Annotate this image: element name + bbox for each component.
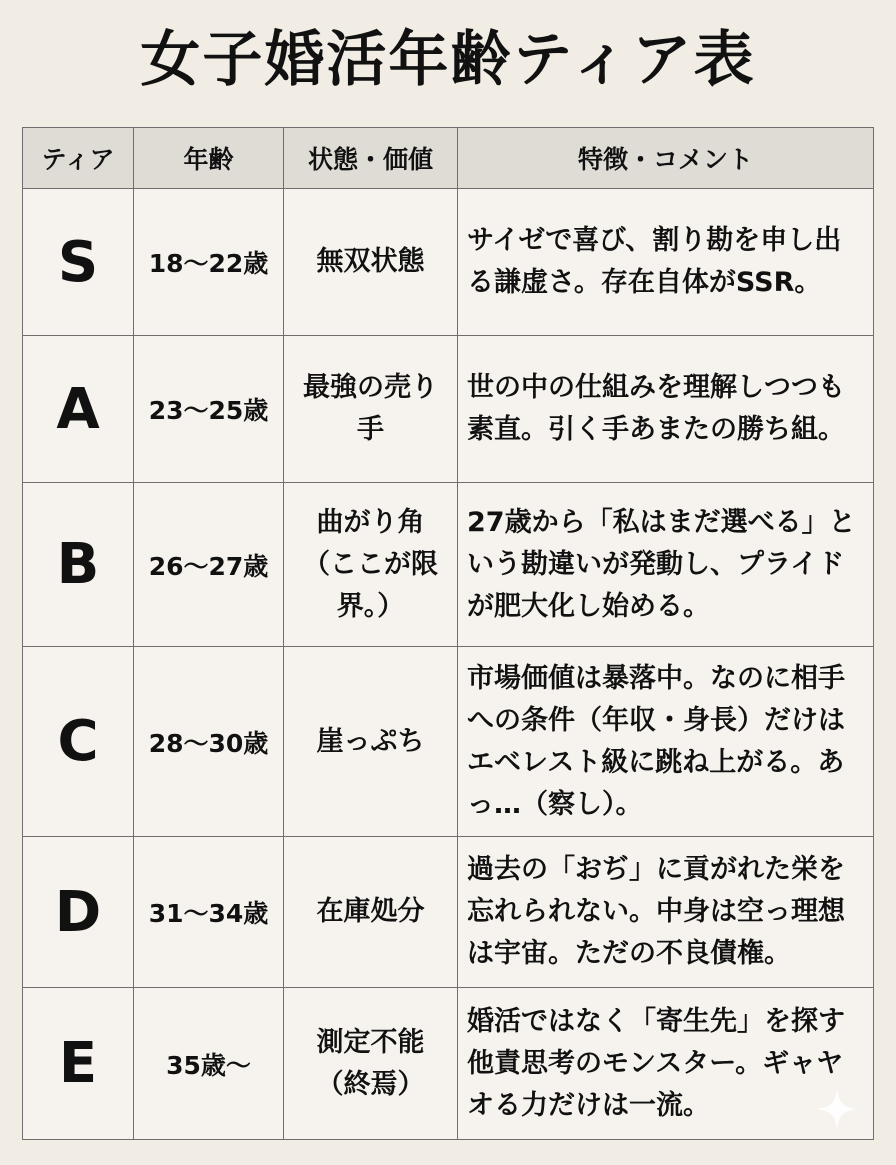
age-cell: 18〜22歳: [134, 189, 284, 336]
header-age: 年齢: [134, 128, 284, 189]
table-row: [23, 837, 874, 988]
tier-cell: S: [23, 189, 134, 336]
table-row: [23, 483, 874, 647]
age-cell: 31〜34歳: [134, 837, 284, 988]
header-comment: 特徴・コメント: [458, 128, 874, 189]
age-cell: 35歳〜: [134, 988, 284, 1140]
status-cell: 在庫処分: [284, 837, 458, 988]
comment-cell: 過去の「おぢ」に貢がれた栄を忘れられない。中身は空っ理想は宇宙。ただの不良債権。: [458, 837, 874, 988]
status-cell: 最強の売り手: [284, 336, 458, 483]
tier-cell: A: [23, 336, 134, 483]
comment-cell: 婚活ではなく「寄生先」を探す他責思考のモンスター。ギャヤオる力だけは一流。: [458, 988, 874, 1140]
status-cell: 無双状態: [284, 189, 458, 336]
header-status: 状態・価値: [284, 128, 458, 189]
tier-cell: B: [23, 483, 134, 647]
status-cell: 曲がり角（ここが限界。）: [284, 483, 458, 647]
status-cell: 崖っぷち: [284, 647, 458, 837]
comment-cell: 27歳から「私はまだ選べる」という勘違いが発動し、プライドが肥大化し始める。: [458, 483, 874, 647]
status-cell: 測定不能（終焉）: [284, 988, 458, 1140]
comment-cell: 市場価値は暴落中。なのに相手への条件（年収・身長）だけはエベレスト級に跳ね上がる。あっ…（察し）。: [458, 647, 874, 837]
age-cell: 28〜30歳: [134, 647, 284, 837]
sparkle-icon: [815, 1087, 859, 1131]
table-row: [23, 647, 874, 837]
table-header-row: [23, 128, 874, 189]
header-tier: ティア: [23, 128, 134, 189]
table-row: [23, 988, 874, 1140]
comment-cell: サイゼで喜び、割り勘を申し出る謙虚さ。存在自体がSSR。: [458, 189, 874, 336]
tier-cell: D: [23, 837, 134, 988]
age-cell: 26〜27歳: [134, 483, 284, 647]
tier-cell: E: [23, 988, 134, 1140]
page-title: 女子婚活年齢ティア表: [140, 25, 756, 95]
tier-table: [22, 127, 874, 1140]
tier-cell: C: [23, 647, 134, 837]
table-row: [23, 189, 874, 336]
comment-cell: 世の中の仕組みを理解しつつも素直。引く手あまたの勝ち組。: [458, 336, 874, 483]
table-row: [23, 336, 874, 483]
age-cell: 23〜25歳: [134, 336, 284, 483]
